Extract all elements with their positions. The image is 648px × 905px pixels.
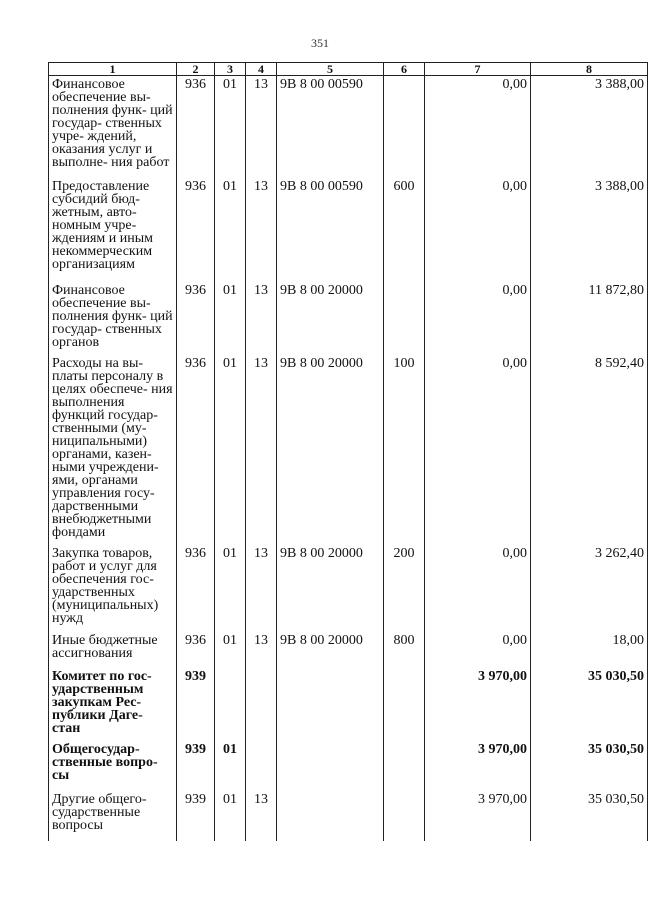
table-row	[49, 282, 648, 355]
cell-target-article	[277, 741, 384, 791]
budget-table	[48, 62, 648, 841]
cell-amount-7: 0,00	[425, 282, 531, 355]
cell-expense-type	[384, 76, 425, 178]
column-header: 4	[246, 63, 277, 76]
column-header: 2	[177, 63, 215, 76]
cell-target-article: 9В 8 00 20000	[277, 545, 384, 632]
cell-amount-8: 3 388,00	[531, 178, 648, 282]
cell-amount-8: 18,00	[531, 632, 648, 668]
row-name: Предоставление субсидий бюд- жетным, авто- номным учре- ждениям и иным некоммерческим организациям	[49, 178, 177, 282]
cell-ministry-code: 936	[177, 545, 215, 632]
cell-amount-8: 35 030,50	[531, 791, 648, 841]
table-row	[49, 668, 648, 741]
cell-amount-7: 0,00	[425, 178, 531, 282]
cell-ministry-code: 936	[177, 178, 215, 282]
cell-ministry-code: 936	[177, 282, 215, 355]
row-name: Финансовое обеспечение вы- полнения функ- ций государ- ственных органов	[49, 282, 177, 355]
column-header: 8	[531, 63, 648, 76]
cell-amount-7: 0,00	[425, 76, 531, 178]
cell-amount-8: 35 030,50	[531, 668, 648, 741]
cell-subsection: 13	[246, 355, 277, 545]
table-row	[49, 355, 648, 545]
cell-amount-8: 35 030,50	[531, 741, 648, 791]
cell-section: 01	[215, 741, 246, 791]
cell-ministry-code: 936	[177, 355, 215, 545]
cell-expense-type: 100	[384, 355, 425, 545]
cell-ministry-code: 939	[177, 791, 215, 841]
cell-expense-type	[384, 741, 425, 791]
cell-target-article: 9В 8 00 00590	[277, 76, 384, 178]
cell-amount-8: 3 388,00	[531, 76, 648, 178]
table-row	[49, 545, 648, 632]
cell-target-article	[277, 668, 384, 741]
cell-expense-type: 200	[384, 545, 425, 632]
column-header: 7	[425, 63, 531, 76]
cell-section	[215, 668, 246, 741]
cell-expense-type	[384, 791, 425, 841]
table-row	[49, 741, 648, 791]
cell-amount-7: 0,00	[425, 632, 531, 668]
cell-amount-7: 3 970,00	[425, 791, 531, 841]
cell-subsection	[246, 668, 277, 741]
column-header: 6	[384, 63, 425, 76]
row-name: Закупка товаров, работ и услуг для обеспечения гос- ударственных (муниципальных) нужд	[49, 545, 177, 632]
page-number: 351	[311, 36, 329, 50]
cell-ministry-code: 936	[177, 632, 215, 668]
cell-subsection: 13	[246, 282, 277, 355]
cell-target-article: 9В 8 00 20000	[277, 355, 384, 545]
cell-subsection	[246, 741, 277, 791]
cell-subsection: 13	[246, 545, 277, 632]
table-header-row	[49, 63, 648, 76]
column-header: 5	[277, 63, 384, 76]
cell-target-article: 9В 8 00 20000	[277, 632, 384, 668]
cell-subsection: 13	[246, 632, 277, 668]
cell-section: 01	[215, 178, 246, 282]
cell-section: 01	[215, 76, 246, 178]
row-name: Другие общего- сударственные вопросы	[49, 791, 177, 841]
cell-section: 01	[215, 791, 246, 841]
cell-subsection: 13	[246, 791, 277, 841]
table-row	[49, 76, 648, 178]
row-name: Иные бюджетные ассигнования	[49, 632, 177, 668]
cell-target-article	[277, 791, 384, 841]
cell-subsection: 13	[246, 178, 277, 282]
cell-amount-8: 11 872,80	[531, 282, 648, 355]
cell-section: 01	[215, 355, 246, 545]
cell-section: 01	[215, 545, 246, 632]
cell-section: 01	[215, 632, 246, 668]
cell-ministry-code: 939	[177, 741, 215, 791]
cell-amount-7: 0,00	[425, 545, 531, 632]
cell-expense-type	[384, 282, 425, 355]
cell-amount-7: 3 970,00	[425, 741, 531, 791]
table-row	[49, 791, 648, 841]
cell-amount-7: 0,00	[425, 355, 531, 545]
cell-expense-type	[384, 668, 425, 741]
row-name: Комитет по гос- ударственным закупкам Рес- публики Даге- стан	[49, 668, 177, 741]
cell-ministry-code: 936	[177, 76, 215, 178]
column-header: 3	[215, 63, 246, 76]
row-name: Расходы на вы- платы персоналу в целях обеспече- ния выполнения функций государ- ственными (му- ниципальными) органами, казен- ными учреждени- ями, органами управления госу- дарственными внебюджетными фондами	[49, 355, 177, 545]
row-name: Общегосудар- ственные вопро- сы	[49, 741, 177, 791]
cell-expense-type: 800	[384, 632, 425, 668]
table-row	[49, 178, 648, 282]
cell-target-article: 9В 8 00 00590	[277, 178, 384, 282]
cell-amount-8: 8 592,40	[531, 355, 648, 545]
cell-expense-type: 600	[384, 178, 425, 282]
cell-section: 01	[215, 282, 246, 355]
cell-amount-7: 3 970,00	[425, 668, 531, 741]
column-header: 1	[49, 63, 177, 76]
cell-amount-8: 3 262,40	[531, 545, 648, 632]
row-name: Финансовое обеспечение вы- полнения функ- ций государ- ственных учре- ждений, оказания услуг и выполне- ния работ	[49, 76, 177, 178]
cell-ministry-code: 939	[177, 668, 215, 741]
cell-target-article: 9В 8 00 20000	[277, 282, 384, 355]
table-row	[49, 632, 648, 668]
cell-subsection: 13	[246, 76, 277, 178]
